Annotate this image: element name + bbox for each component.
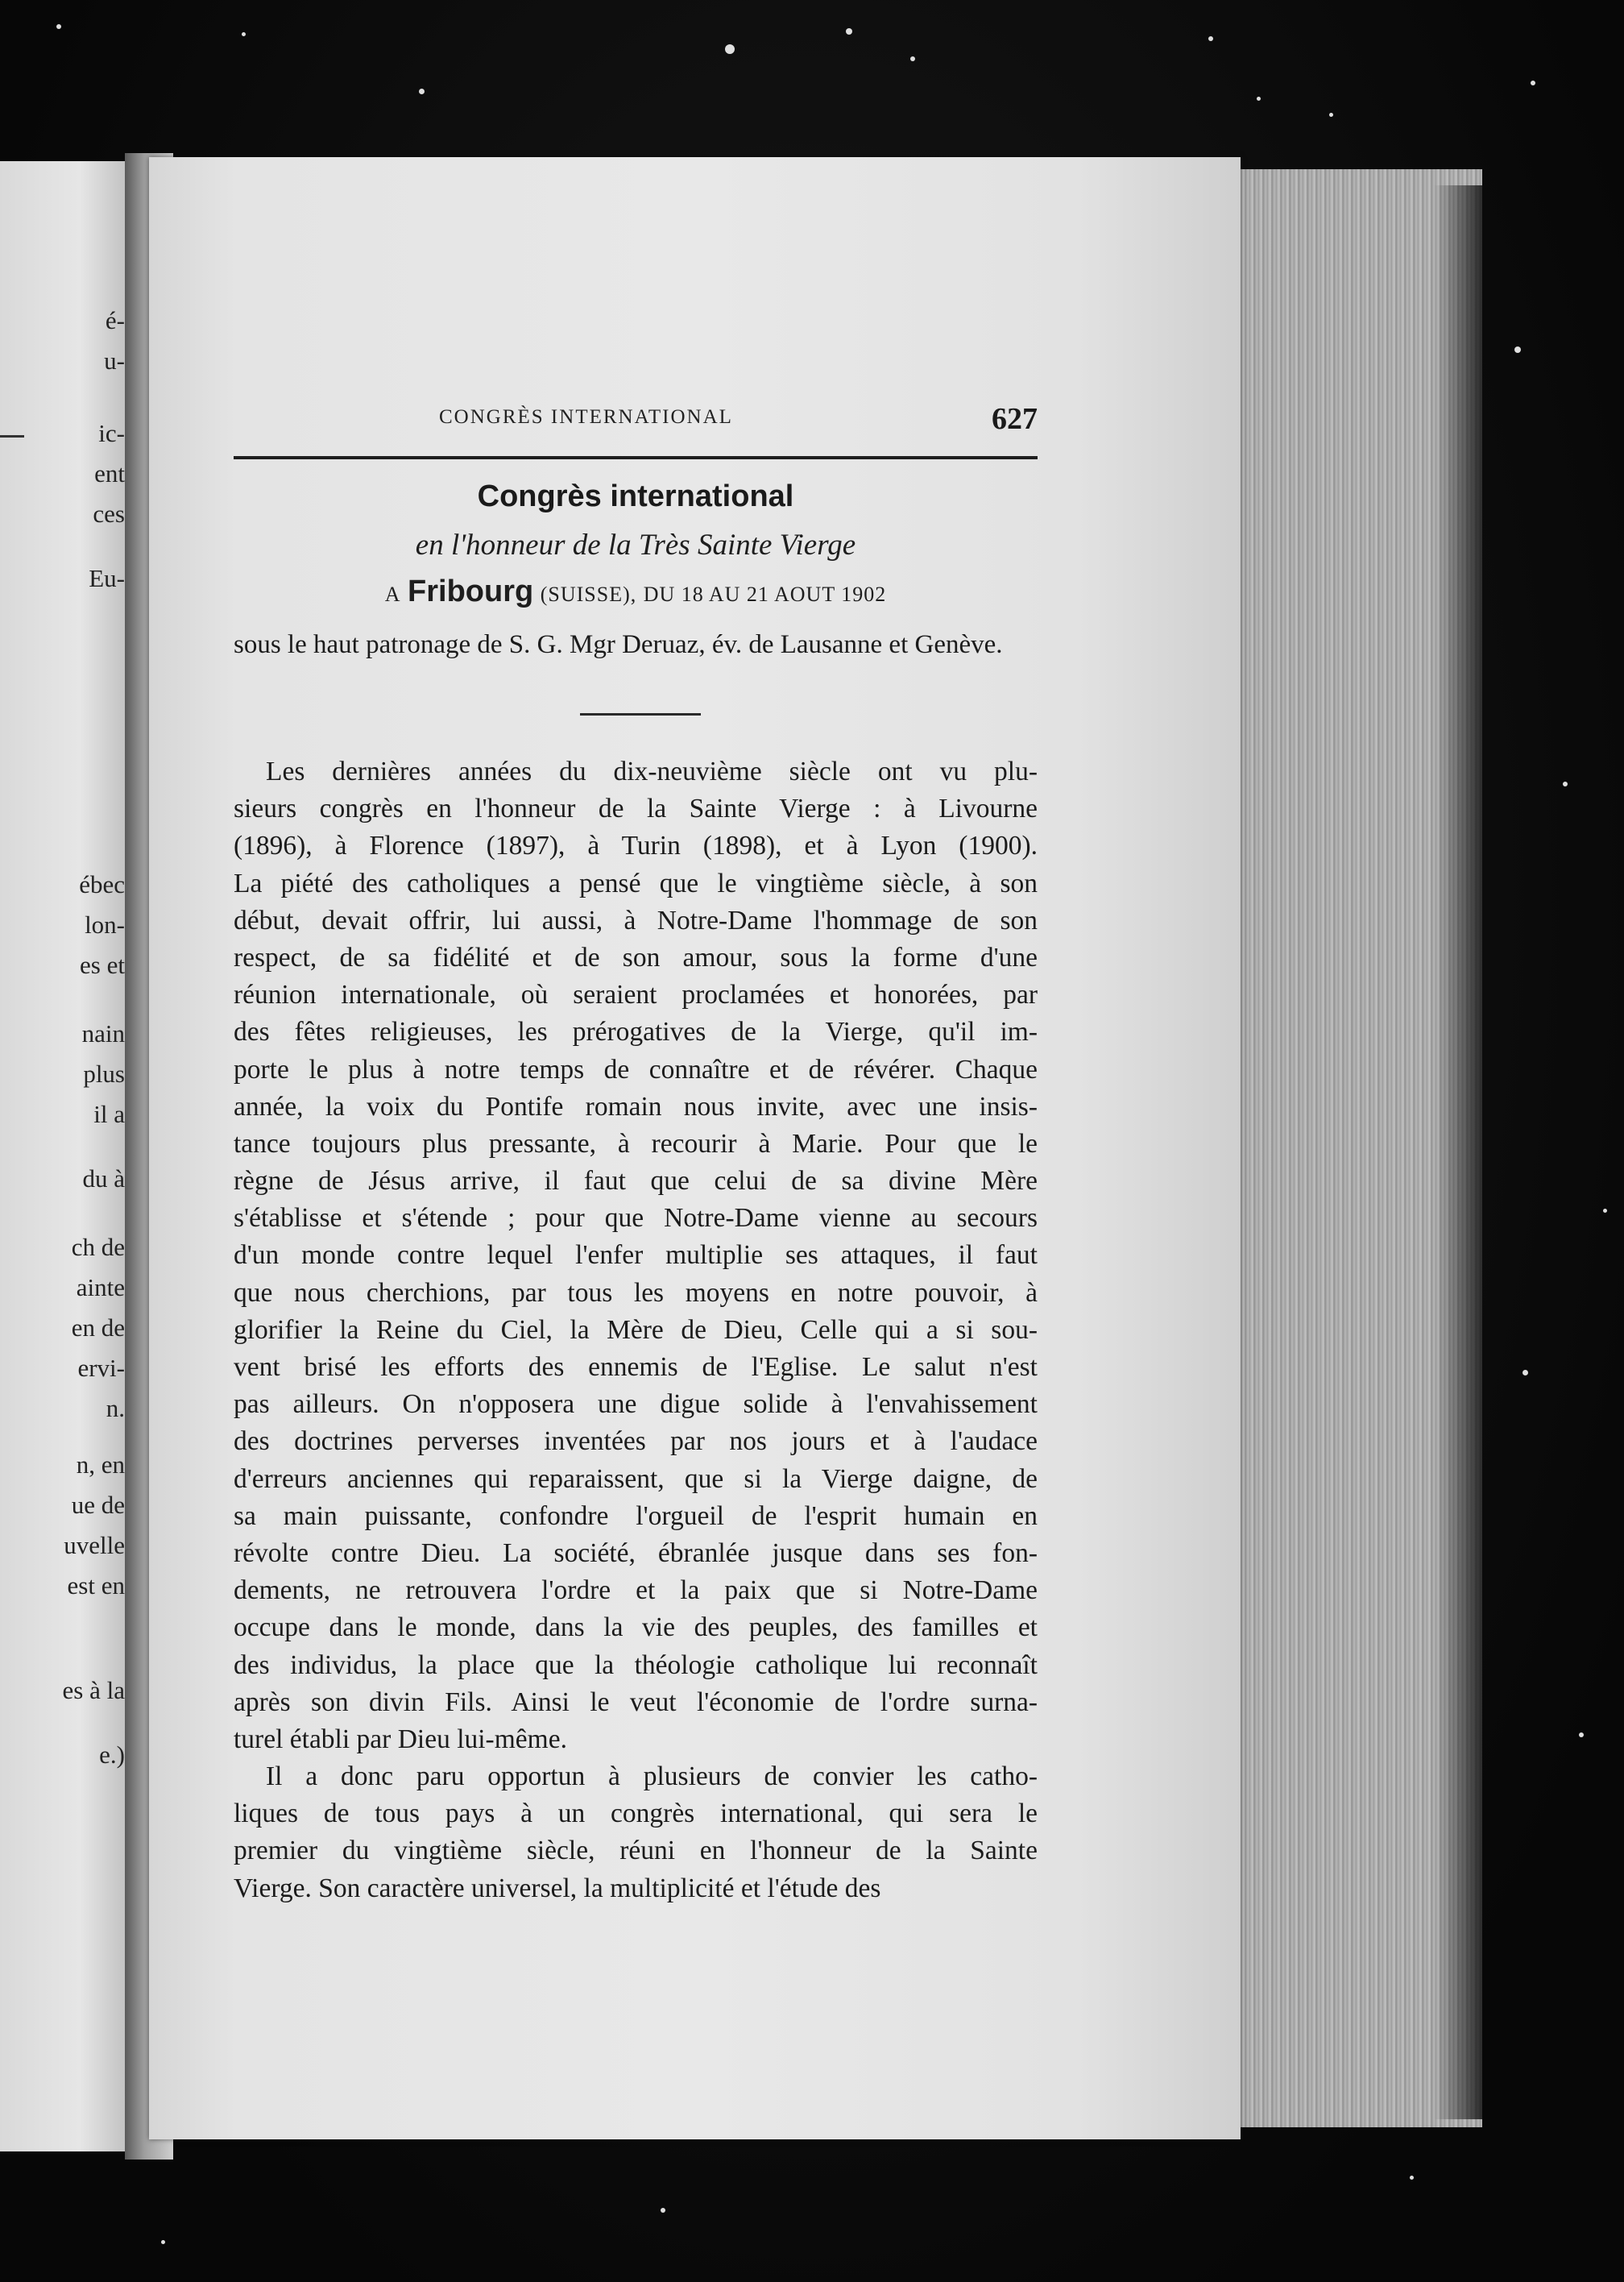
location-city: Fribourg bbox=[408, 575, 534, 608]
left-page-fragment: ces bbox=[93, 500, 125, 528]
body-line: dements, ne retrouvera l'ordre et la paix que si Notre-Dame bbox=[234, 1575, 1038, 1606]
running-head bbox=[234, 403, 1038, 451]
article-subheading: en l'honneur de la Très Sainte Vierge bbox=[415, 529, 856, 562]
location-country: (SUISSE), bbox=[540, 583, 637, 606]
body-line: premier du vingtième siècle, réuni en l'honneur de la Sainte bbox=[234, 1836, 1038, 1866]
body-line: (1896), à Florence (1897), à Turin (1898), et à Lyon (1900). bbox=[234, 831, 1038, 861]
dust-speck bbox=[1579, 1732, 1584, 1737]
body-line: respect, de sa fidélité et de son amour, sous la forme d'une bbox=[234, 942, 1038, 973]
dust-speck bbox=[161, 2240, 165, 2244]
body-line: sa main puissante, confondre l'orgueil de l'esprit humain en bbox=[234, 1500, 1038, 1531]
body-line: règne de Jésus arrive, il faut que celui de sa divine Mère bbox=[234, 1166, 1038, 1197]
body-line: sieurs congrès en l'honneur de la Sainte Vierge : à Livourne bbox=[234, 794, 1038, 824]
location-prefix: A bbox=[384, 583, 401, 606]
dust-speck bbox=[419, 89, 425, 94]
dust-speck bbox=[242, 32, 246, 36]
body-line: année, la voix du Pontife romain nous invite, avec une insis- bbox=[234, 1091, 1038, 1122]
dust-speck bbox=[910, 56, 915, 61]
body-line: Il a donc paru opportun à plusieurs de convier les catho- bbox=[266, 1761, 1038, 1792]
page-stack-shadow bbox=[1434, 185, 1482, 2119]
left-page-fragment: ervi- bbox=[77, 1354, 125, 1382]
dust-speck bbox=[725, 44, 735, 54]
left-page-fragment: ébec bbox=[79, 870, 125, 898]
left-page-fragment: ic- bbox=[98, 419, 125, 447]
running-title: CONGRÈS INTERNATIONAL bbox=[439, 406, 733, 428]
left-page-fragment: uvelle bbox=[64, 1531, 125, 1559]
body-line: Les dernières années du dix-neuvième siècle ont vu plu- bbox=[266, 757, 1038, 786]
body-line: tance toujours plus pressante, à recourir à Marie. Pour que le bbox=[234, 1128, 1038, 1159]
body-line: porte le plus à notre temps de connaître et de révérer. Chaque bbox=[234, 1054, 1038, 1085]
location-dates: DU 18 AU 21 AOUT 1902 bbox=[643, 583, 887, 606]
location-line bbox=[234, 575, 1038, 609]
left-page-fragment: ch de bbox=[71, 1233, 125, 1261]
header-rule bbox=[234, 456, 1038, 459]
left-page-fragment: est en bbox=[67, 1571, 125, 1599]
patronage-line: sous le haut patronage de S. G. Mgr Deruaz, év. de Lausanne et Genève. bbox=[234, 630, 1003, 659]
body-line: Vierge. Son caractère universel, la multiplicité et l'étude des bbox=[234, 1873, 881, 1903]
body-line: s'établisse et s'étende ; pour que Notre-Dame vienne au secours bbox=[234, 1203, 1038, 1234]
dust-speck bbox=[846, 28, 852, 35]
body-line: réunion internationale, où seraient proclamées et honorées, par bbox=[234, 980, 1038, 1010]
dust-speck bbox=[1257, 97, 1261, 101]
article-heading: Congrès international bbox=[477, 479, 794, 513]
dust-speck bbox=[1522, 1370, 1528, 1375]
left-page-fragment: u- bbox=[104, 346, 125, 375]
left-page-fragment: nain bbox=[81, 1019, 125, 1048]
body-line: révolte contre Dieu. La société, ébranlée jusque dans ses fon- bbox=[234, 1537, 1038, 1568]
body-line: des individus, la place que la théologie catholique lui reconnaît bbox=[234, 1649, 1038, 1680]
left-page-fragment: e.) bbox=[99, 1741, 125, 1769]
left-page-fragment: Eu- bbox=[89, 564, 125, 592]
body-line: glorifier la Reine du Ciel, la Mère de Dieu, Celle qui a si sou- bbox=[234, 1314, 1038, 1345]
body-line: La piété des catholiques a pensé que le vingtième siècle, à son bbox=[234, 868, 1038, 898]
left-page-fragment: n, en bbox=[76, 1450, 125, 1479]
left-page-fragment: ue de bbox=[71, 1491, 125, 1519]
left-page-fragment: n. bbox=[106, 1394, 125, 1422]
dust-speck bbox=[1514, 346, 1521, 353]
body-text bbox=[234, 753, 1038, 1907]
left-page-fragment: plus bbox=[83, 1060, 125, 1088]
body-line: d'erreurs anciennes qui reparaissent, que si la Vierge daigne, de bbox=[234, 1463, 1038, 1494]
left-page-fragment: es et bbox=[80, 951, 125, 979]
left-page-fragment: du à bbox=[82, 1164, 125, 1193]
dust-speck bbox=[1329, 113, 1333, 117]
left-page-rule bbox=[0, 435, 24, 438]
dust-speck bbox=[56, 24, 61, 29]
left-page-fragment: en de bbox=[71, 1313, 125, 1342]
left-page-fragment: lon- bbox=[85, 911, 125, 939]
dust-speck bbox=[1563, 782, 1568, 786]
page-number: 627 bbox=[992, 402, 1038, 436]
left-page-fragment: il a bbox=[93, 1100, 125, 1128]
body-line: liques de tous pays à un congrès international, qui sera le bbox=[234, 1799, 1038, 1829]
left-page bbox=[0, 161, 133, 2151]
section-divider bbox=[580, 713, 701, 716]
body-line: pas ailleurs. On n'opposera une digue solide à l'envahissement bbox=[234, 1389, 1038, 1420]
left-page-fragment: é- bbox=[105, 306, 125, 334]
body-line: d'un monde contre lequel l'enfer multiplie ses attaques, il faut bbox=[234, 1240, 1038, 1271]
dust-speck bbox=[1603, 1209, 1607, 1213]
body-line: début, devait offrir, lui aussi, à Notre-Dame l'hommage de son bbox=[234, 905, 1038, 936]
dust-speck bbox=[1208, 36, 1213, 41]
left-page-fragment: es à la bbox=[62, 1676, 125, 1704]
body-line: que nous cherchions, par tous les moyens en notre pouvoir, à bbox=[234, 1277, 1038, 1308]
body-line: turel établi par Dieu lui-même. bbox=[234, 1724, 567, 1754]
left-page-fragment: ent bbox=[94, 459, 125, 488]
body-line: occupe dans le monde, dans la vie des peuples, des familles et bbox=[234, 1612, 1038, 1643]
body-line: vent brisé les efforts des ennemis de l'Eglise. Le salut n'est bbox=[234, 1352, 1038, 1382]
body-line: des doctrines perverses inventées par nos jours et à l'audace bbox=[234, 1426, 1038, 1457]
left-page-fragment: ainte bbox=[76, 1273, 125, 1301]
body-line: après son divin Fils. Ainsi le veut l'économie de l'ordre surna- bbox=[234, 1687, 1038, 1717]
dust-speck bbox=[1531, 81, 1535, 85]
dust-speck bbox=[661, 2208, 665, 2213]
dust-speck bbox=[1410, 2176, 1414, 2180]
body-line: des fêtes religieuses, les prérogatives de la Vierge, qu'il im- bbox=[234, 1017, 1038, 1048]
